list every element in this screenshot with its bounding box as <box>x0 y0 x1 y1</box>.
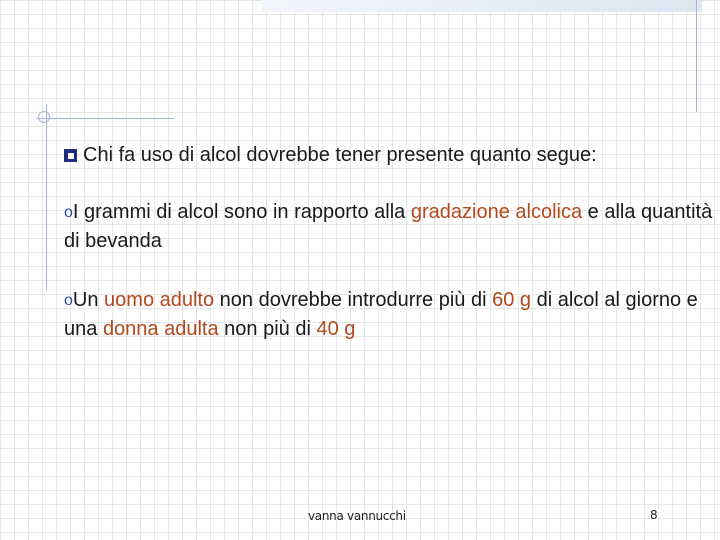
square-bullet-icon <box>64 149 77 162</box>
bullet2-highlight-uomo: uomo adulto <box>104 289 215 311</box>
bullet2-text-3: di alcol al giorno e una <box>64 289 698 340</box>
heading-text: Chi fa uso di alcol dovrebbe tener presente quanto segue: <box>83 144 597 166</box>
bullet1-text-1: I grammi di alcol sono in rapporto alla <box>72 201 411 223</box>
footer-author: vanna vannucchi <box>308 509 406 523</box>
bullet1-highlight-gradazione: gradazione alcolica <box>410 201 583 223</box>
left-horizontal-rule <box>36 118 174 119</box>
bullet2-highlight-60g: 60 g <box>492 289 532 311</box>
page-number: 8 <box>650 508 658 522</box>
bullet2-text-2: non dovrebbe introdurre più di <box>214 289 493 311</box>
top-decor-band <box>262 0 702 12</box>
circle-bullet-icon: o <box>64 204 73 221</box>
bullet1-text-2: e alla quantità di bevanda <box>64 201 713 252</box>
decor-circle <box>38 111 50 123</box>
left-vertical-rule <box>46 104 47 290</box>
slide-heading <box>64 141 597 170</box>
bullet2-highlight-donna: donna adulta <box>102 318 219 340</box>
bullet2-text-4: non più di <box>218 318 317 340</box>
bullet-dosi <box>64 286 718 344</box>
bullet2-text-1: Un <box>72 289 105 311</box>
bullet-grammi <box>64 198 718 256</box>
right-vertical-rule <box>696 0 697 112</box>
bullet2-highlight-40g: 40 g <box>316 318 356 340</box>
circle-bullet-icon: o <box>64 292 73 309</box>
